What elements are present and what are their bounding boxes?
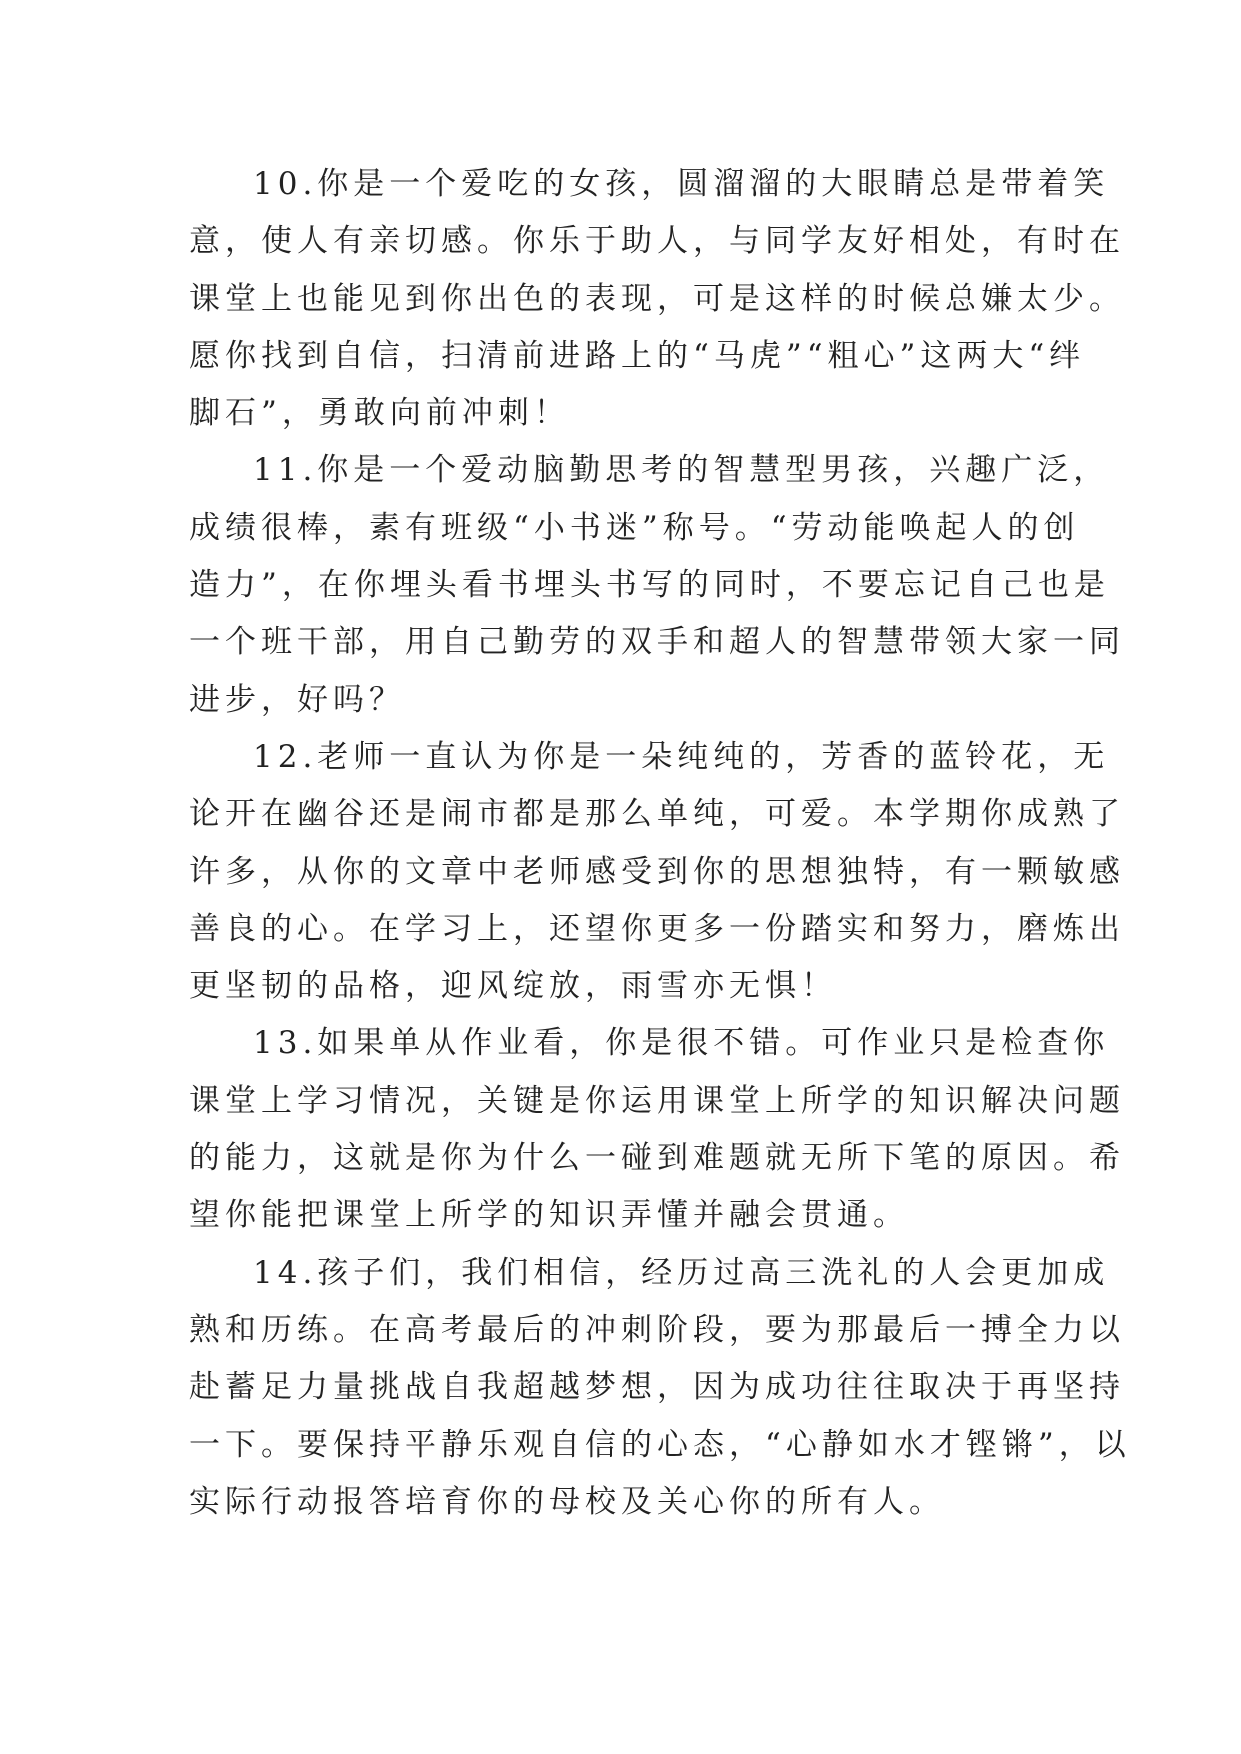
document-body <box>189 156 1131 1531</box>
paragraph-line: 愿你找到自信，扫清前进路上的“马虎”“粗心”这两大“绊 <box>189 337 1086 374</box>
paragraph-11 <box>189 442 1125 728</box>
paragraph-13 <box>189 1015 1125 1244</box>
paragraph-line: 一下。要保持平静乐观自信的心态，“心静如水才铿锵”，以 <box>189 1426 1131 1463</box>
paragraph-line: 成绩很棒，素有班级“小书迷”称号。“劳动能唤起人的创 <box>189 509 1080 546</box>
paragraph-line: 进步，好吗？ <box>189 681 405 718</box>
paragraph-line: 熟和历练。在高考最后的冲刺阶段，要为那最后一搏全力以 <box>189 1311 1125 1348</box>
paragraph-10 <box>189 156 1125 442</box>
paragraph-line: 脚石”，勇敢向前冲刺！ <box>189 395 570 432</box>
paragraph-line: 许多，从你的文章中老师感受到你的思想独特，有一颗敏感 <box>189 853 1125 890</box>
paragraph-line: 一个班干部，用自己勤劳的双手和超人的智慧带领大家一同 <box>189 624 1125 661</box>
paragraph-line: 意，使人有亲切感。你乐于助人，与同学友好相处，有时在 <box>189 223 1125 260</box>
paragraph-line: 12.老师一直认为你是一朵纯纯的，芳香的蓝铃花，无 <box>253 738 1110 775</box>
paragraph-line: 11.你是一个爱动脑勤思考的智慧型男孩，兴趣广泛， <box>253 452 1110 489</box>
paragraph-line: 赴蓄足力量挑战自我超越梦想，因为成功往往取决于再坚持 <box>189 1369 1125 1406</box>
paragraph-line: 造力”，在你埋头看书埋头书写的同时，不要忘记自己也是 <box>189 567 1110 604</box>
paragraph-line: 实际行动报答培育你的母校及关心你的所有人。 <box>189 1483 945 1520</box>
paragraph-line: 13.如果单从作业看，你是很不错。可作业只是检查你 <box>253 1025 1110 1062</box>
paragraph-line: 望你能把课堂上所学的知识弄懂并融会贯通。 <box>189 1197 909 1234</box>
paragraph-line: 更坚韧的品格，迎风绽放，雨雪亦无惧！ <box>189 968 837 1005</box>
paragraph-line: 14.孩子们，我们相信，经历过高三洗礼的人会更加成 <box>253 1254 1110 1291</box>
paragraph-line: 10.你是一个爱吃的女孩，圆溜溜的大眼睛总是带着笑 <box>253 166 1110 202</box>
paragraph-14 <box>189 1245 1131 1531</box>
paragraph-line: 课堂上也能见到你出色的表现，可是这样的时候总嫌太少。 <box>189 280 1125 317</box>
paragraph-12 <box>189 729 1125 1015</box>
paragraph-line: 的能力，这就是你为什么一碰到难题就无所下笔的原因。希 <box>189 1140 1125 1177</box>
paragraph-line: 课堂上学习情况，关键是你运用课堂上所学的知识解决问题 <box>189 1082 1125 1119</box>
paragraph-line: 善良的心。在学习上，还望你更多一份踏实和努力，磨炼出 <box>189 910 1125 947</box>
paragraph-line: 论开在幽谷还是闹市都是那么单纯，可爱。本学期你成熟了 <box>189 796 1125 833</box>
